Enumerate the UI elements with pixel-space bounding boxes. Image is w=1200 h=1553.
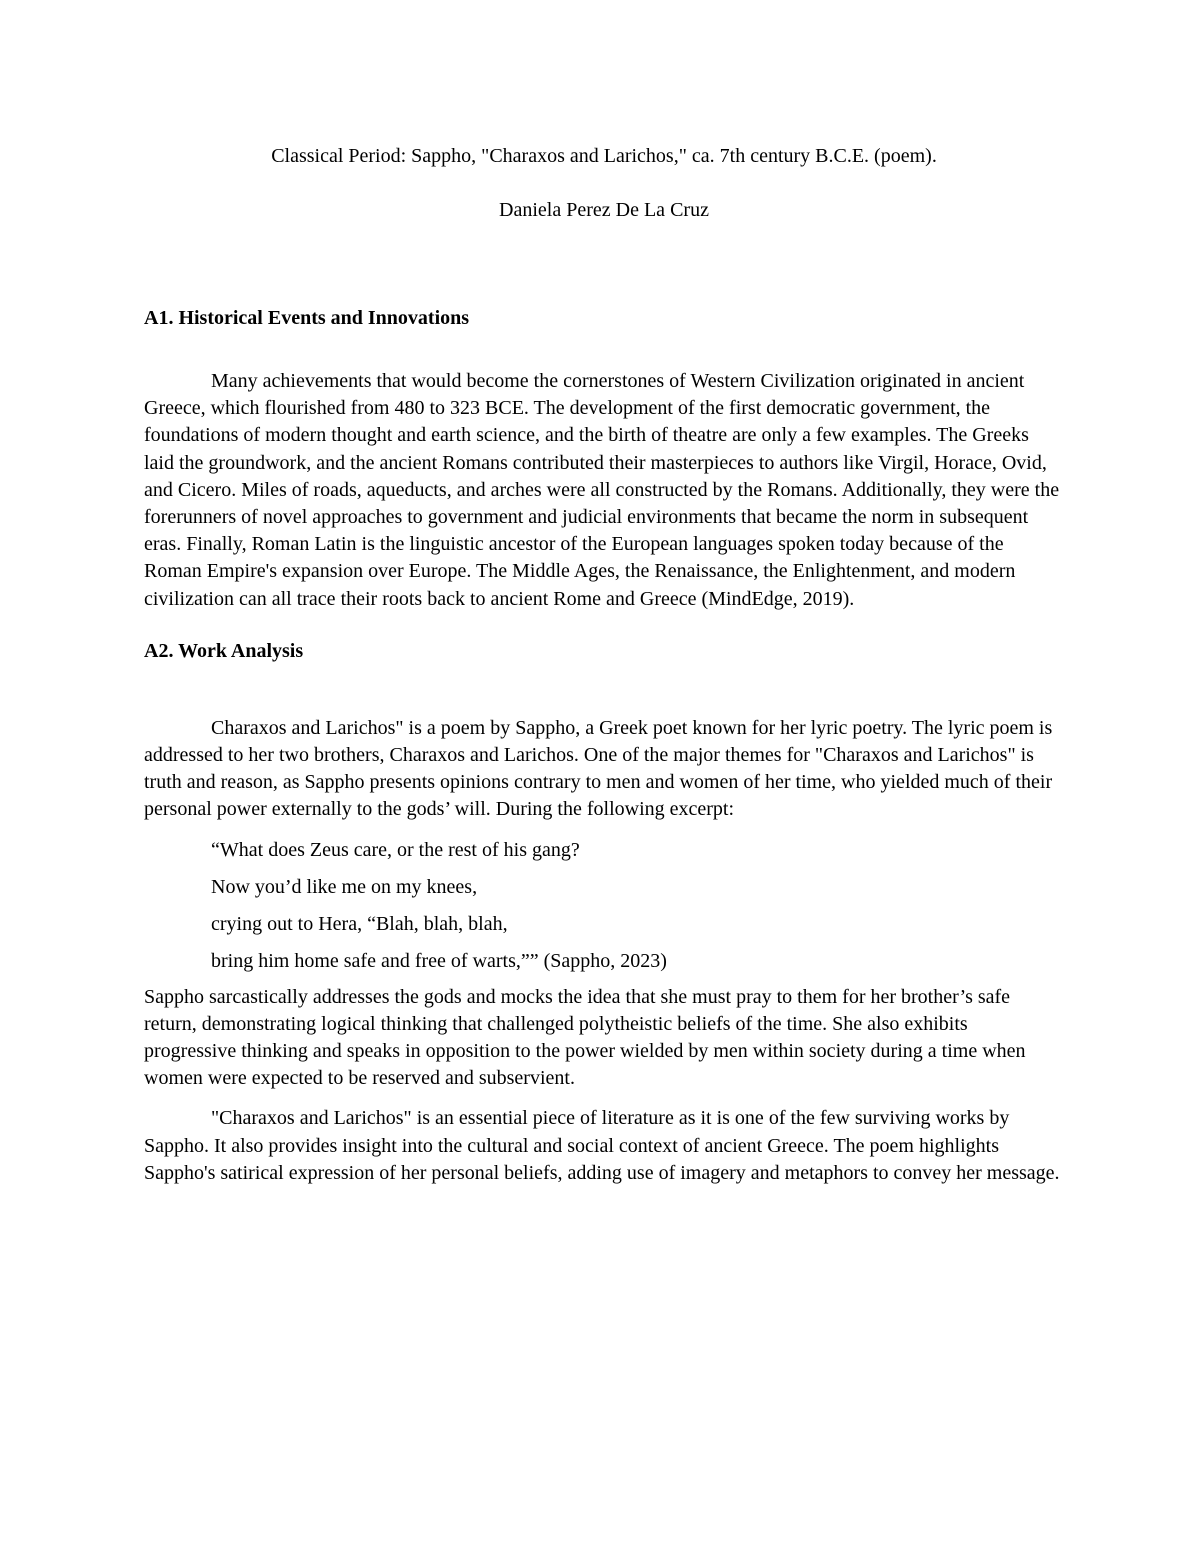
poem-excerpt (144, 838, 1060, 973)
poem-line: crying out to Hera, “Blah, blah, blah, (211, 912, 508, 935)
section-a1-paragraph: Many achievements that would become the cornerstones of Western Civilization originated in ancient Greece, which flourished from 480 to 323 BCE. The development of the first democratic government, the foundations of modern thought and earth science, and the birth of theatre are only a few examples. The Greeks laid the groundwork, and the ancient Romans contributed their masterpieces to authors like Virgil, Horace, Ovid, and Cicero. Miles of roads, aqueducts, and arches were all constructed by the Romans. Additionally, they were the forerunners of novel approaches to government and judicial environments that became the norm in subsequent eras. Finally, Roman Latin is the linguistic ancestor of the European languages spoken today because of the Roman Empire's expansion over Europe. The Middle Ages, the Renaissance, the Enlightenment, and modern civilization can all trace their roots back to ancient Rome and Greece (MindEdge, 2019). (144, 370, 1060, 610)
section-heading-a1: A1. Historical Events and Innovations (144, 307, 470, 329)
poem-line: bring him home safe and free of warts,”” (Sappho, 2023) (211, 949, 667, 972)
section-a2-paragraph-2: Sappho sarcastically addresses the gods and mocks the idea that she must pray to them for her brother’s safe return, demonstrating logical thinking that challenged polytheistic beliefs of the time. She also exhibits progressive thinking and speaks in opposition to the power wielded by men within society during a time when women were expected to be reserved and subservient. (144, 985, 1026, 1090)
document-title: Classical Period: Sappho, "Charaxos and Larichos," ca. 7th century B.C.E. (poem). (271, 145, 937, 167)
document-author: Daniela Perez De La Cruz (499, 199, 709, 221)
poem-line: “What does Zeus care, or the rest of his gang? (211, 838, 580, 861)
poem-line: Now you’d like me on my knees, (211, 875, 478, 898)
section-a2-paragraph-3: "Charaxos and Larichos" is an essential piece of literature as it is one of the few surviving works by Sappho. It also provides insight into the cultural and social context of ancient Greece. The poem highlights Sappho's satirical expression of her personal beliefs, adding use of imagery and metaphors to convey her message. (144, 1107, 1060, 1184)
section-a2-paragraph-1: Charaxos and Larichos" is a poem by Sappho, a Greek poet known for her lyric poetry. The lyric poem is addressed to her two brothers, Charaxos and Larichos. One of the major themes for "Charaxos and Larichos" is truth and reason, as Sappho presents opinions contrary to men and women of her time, who yielded much of their personal power externally to the gods’ will. During the following excerpt: (144, 716, 1053, 821)
section-heading-a2: A2. Work Analysis (144, 639, 304, 662)
